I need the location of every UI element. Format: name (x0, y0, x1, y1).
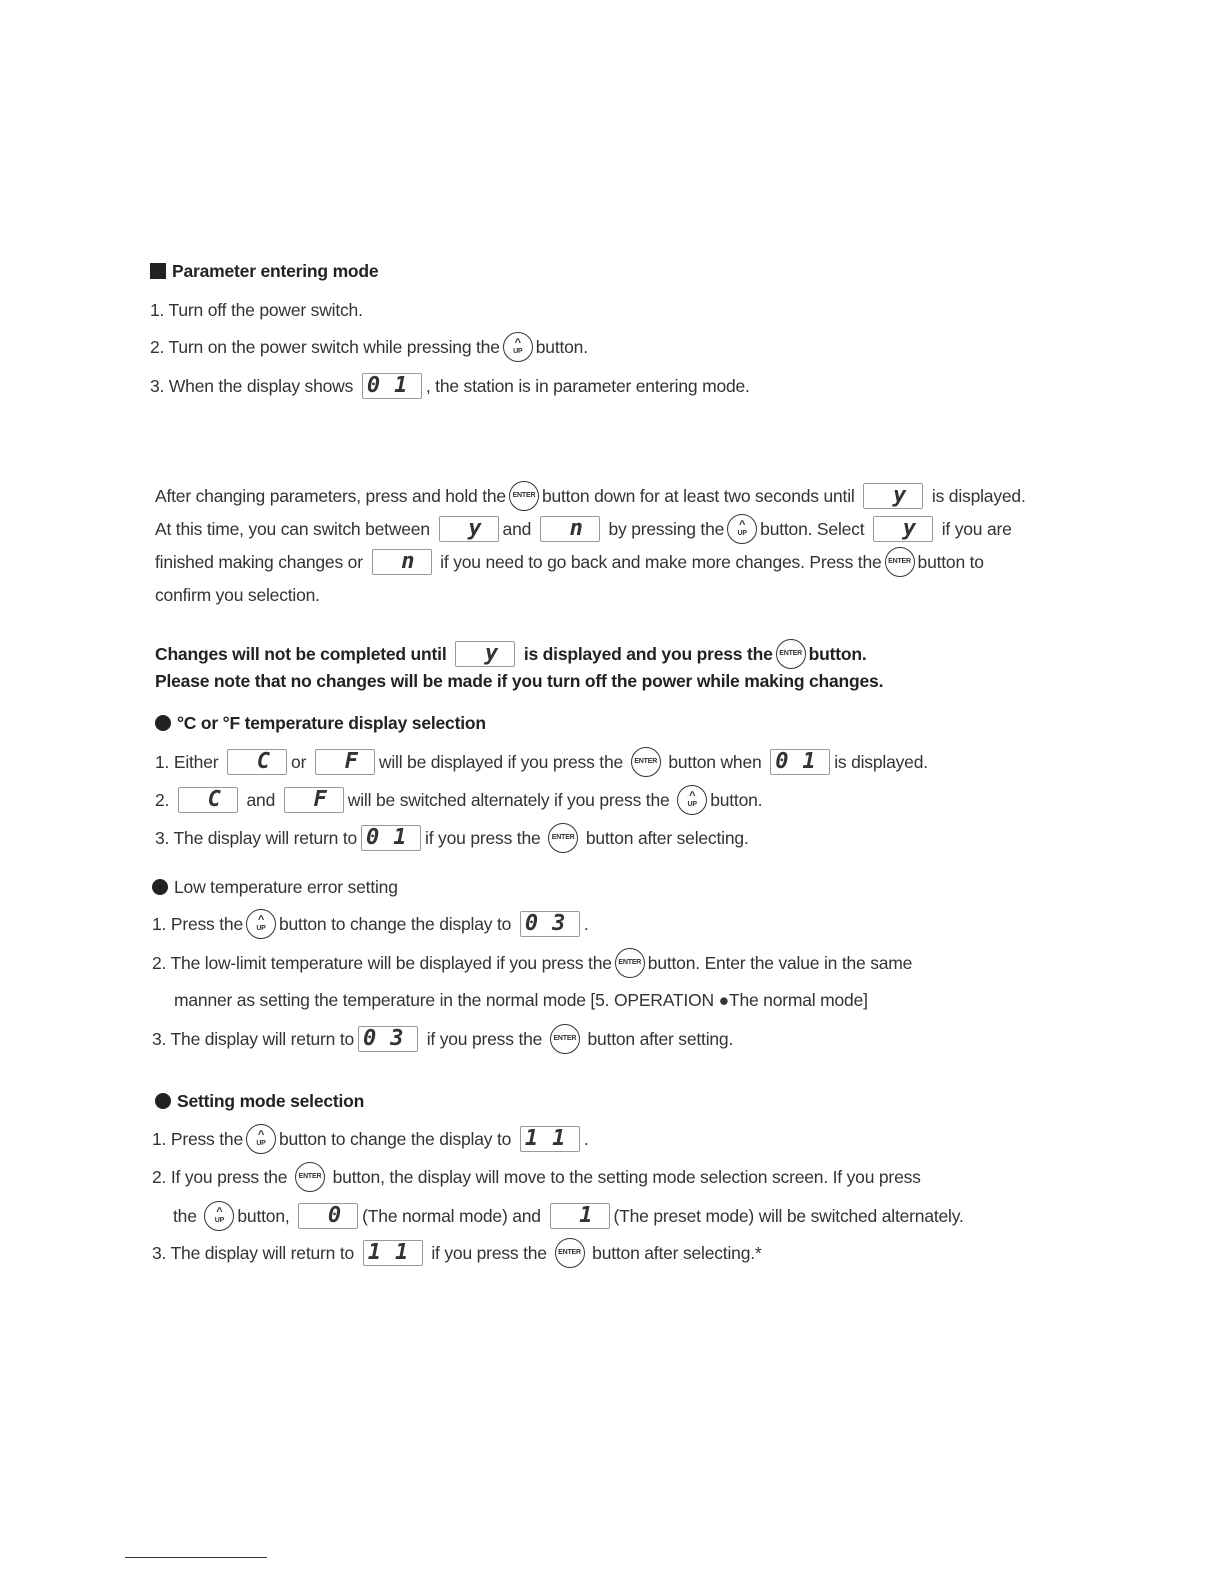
text-span: manner as setting the temperature in the normal mode [5. OPERATION ●The normal mode] (174, 990, 868, 1010)
segment-display: y (455, 641, 515, 667)
text-span: °C or °F temperature display selection (177, 713, 486, 733)
icon-label: ENTER (618, 959, 642, 966)
text-line (173, 1204, 964, 1228)
up-button-icon (204, 1201, 234, 1231)
text-span: button, the display will move to the setting mode selection screen. If you press (327, 1167, 921, 1187)
segment-display: 01 (361, 825, 421, 851)
text-span: 2. If you press the (152, 1167, 292, 1187)
text-line (152, 912, 589, 936)
text-span: confirm you selection. (155, 585, 320, 605)
text-line (155, 826, 749, 850)
up-arrow-icon: ^ (739, 518, 746, 531)
icon-label: ENTER (779, 650, 802, 657)
up-button-icon (727, 514, 757, 544)
text-span: button. (808, 644, 867, 664)
icon-label: ENTER (634, 758, 658, 765)
icon-label: UP (687, 800, 697, 808)
section-heading (155, 711, 486, 735)
text-span: , the station is in parameter entering mode. (425, 376, 750, 396)
text-line (150, 335, 588, 359)
text-span: button after setting. (582, 1029, 734, 1049)
segment-display: 11 (363, 1240, 423, 1266)
text-span: 3. The display will return to (152, 1243, 359, 1263)
text-span: or (291, 752, 311, 772)
segment-display: 03 (520, 911, 580, 937)
text-span: 2. (155, 790, 174, 810)
enter-button-icon (550, 1024, 580, 1054)
text-span: Low temperature error setting (174, 877, 398, 897)
text-span: if you need to go back and make more changes. Press the (435, 552, 882, 572)
text-line (155, 550, 984, 574)
icon-label: ENTER (298, 1173, 322, 1180)
text-line (152, 1165, 921, 1189)
text-span: Changes will not be completed until (155, 644, 452, 664)
segment-display: 01 (770, 749, 830, 775)
icon-label: UP (214, 1216, 225, 1224)
segment-display: F (315, 749, 375, 775)
icon-label: ENTER (558, 1249, 581, 1256)
text-line (155, 517, 1012, 541)
enter-button-icon (885, 547, 915, 577)
text-line (150, 298, 363, 322)
text-span: Please note that no changes will be made if you turn off the power while making changes. (155, 671, 884, 691)
segment-display: 0 (298, 1203, 358, 1229)
text-span: . (583, 1129, 589, 1149)
text-span: 1. Turn off the power switch. (150, 300, 363, 320)
bullet-dot-icon (155, 715, 171, 731)
text-line (152, 951, 912, 975)
text-span: is displayed. (834, 752, 928, 772)
text-span: will be switched alternately if you press the (347, 790, 675, 810)
segment-display: n (372, 549, 432, 575)
text-span: button when (663, 752, 767, 772)
square-bullet-icon (150, 263, 166, 279)
text-span: and (241, 790, 280, 810)
segment-display: 11 (520, 1126, 580, 1152)
text-span: 1. Press the (152, 914, 243, 934)
bullet-dot-icon (152, 879, 168, 895)
text-span: button after selecting. (581, 828, 749, 848)
text-line (155, 642, 867, 666)
segment-display: F (284, 787, 344, 813)
section-heading (155, 1089, 364, 1113)
text-span: (The normal mode) and (362, 1206, 546, 1226)
up-arrow-icon: ^ (257, 913, 265, 926)
text-span: button. (535, 337, 588, 357)
text-span: 3. The display will return to (152, 1029, 355, 1049)
icon-label: UP (256, 924, 266, 932)
text-line (155, 484, 1026, 508)
text-span: if you press the (425, 828, 546, 848)
segment-display: 03 (358, 1026, 418, 1052)
icon-label: UP (737, 529, 747, 537)
text-span: 2. Turn on the power switch while pressing the (150, 337, 500, 357)
text-span: button after selecting.* (587, 1243, 762, 1263)
enter-button-icon (615, 948, 645, 978)
text-span: Setting mode selection (177, 1091, 365, 1111)
text-span: 1. Press the (152, 1129, 243, 1149)
up-arrow-icon: ^ (514, 336, 521, 349)
text-span: 3. When the display shows (150, 376, 358, 396)
segment-display: n (540, 516, 600, 542)
up-arrow-icon: ^ (689, 789, 696, 802)
section-heading (150, 259, 378, 283)
icon-label: UP (256, 1139, 266, 1147)
text-line (155, 750, 928, 774)
text-span: the (173, 1206, 202, 1226)
text-span: is displayed and you press the (519, 644, 773, 664)
text-span: by pressing the (603, 519, 725, 539)
text-span: Parameter entering mode (172, 261, 379, 281)
text-span: if you press the (422, 1029, 547, 1049)
text-span: button down for at least two seconds until (541, 486, 860, 506)
segment-display: 1 (550, 1203, 610, 1229)
text-span: 3. The display will return to (155, 828, 358, 848)
up-button-icon (246, 909, 276, 939)
icon-label: ENTER (888, 558, 911, 565)
up-button-icon (677, 785, 707, 815)
section-heading (152, 875, 398, 899)
enter-button-icon (548, 823, 578, 853)
enter-button-icon (555, 1238, 585, 1268)
text-line (155, 583, 320, 607)
enter-button-icon (295, 1162, 325, 1192)
text-span: button. (710, 790, 763, 810)
text-span: 2. The low-limit temperature will be displayed if you press the (152, 953, 612, 973)
segment-display: y (863, 483, 923, 509)
up-arrow-icon: ^ (257, 1128, 265, 1141)
enter-button-icon (631, 747, 661, 777)
text-line (152, 1127, 589, 1151)
icon-label: ENTER (553, 1035, 577, 1042)
text-span: button to change the display to (278, 1129, 516, 1149)
text-span: if you press the (426, 1243, 552, 1263)
text-span: and (502, 519, 536, 539)
text-span: 1. Either (155, 752, 224, 772)
up-button-icon (246, 1124, 276, 1154)
text-span: button to (917, 552, 984, 572)
segment-display: 01 (362, 373, 422, 399)
segment-display: y (873, 516, 933, 542)
bullet-dot-icon (155, 1093, 171, 1109)
footnote-rule (125, 1557, 267, 1558)
icon-label: ENTER (551, 834, 575, 841)
text-span: will be displayed if you press the (378, 752, 628, 772)
text-span: button. Enter the value in the same (647, 953, 913, 973)
segment-display: C (178, 787, 238, 813)
up-arrow-icon: ^ (216, 1205, 223, 1218)
text-line (152, 1027, 733, 1051)
text-span: is displayed. (927, 486, 1026, 506)
up-button-icon (503, 332, 533, 362)
text-line (174, 988, 868, 1012)
text-span: At this time, you can switch between (155, 519, 435, 539)
icon-label: UP (513, 347, 523, 355)
enter-button-icon (509, 481, 539, 511)
text-span: (The preset mode) will be switched alternately. (613, 1206, 964, 1226)
text-line (155, 788, 762, 812)
text-line (155, 669, 883, 693)
text-span: if you are (937, 519, 1012, 539)
icon-label: ENTER (512, 492, 536, 499)
enter-button-icon (776, 639, 806, 669)
text-line (152, 1241, 762, 1265)
text-line (150, 374, 750, 398)
text-span: . (583, 914, 589, 934)
segment-display: y (439, 516, 499, 542)
text-span: finished making changes or (155, 552, 368, 572)
text-span: After changing parameters, press and hold the (155, 486, 506, 506)
text-span: button to change the display to (278, 914, 516, 934)
segment-display: C (227, 749, 287, 775)
text-span: button. Select (760, 519, 870, 539)
text-span: button, (237, 1206, 295, 1226)
